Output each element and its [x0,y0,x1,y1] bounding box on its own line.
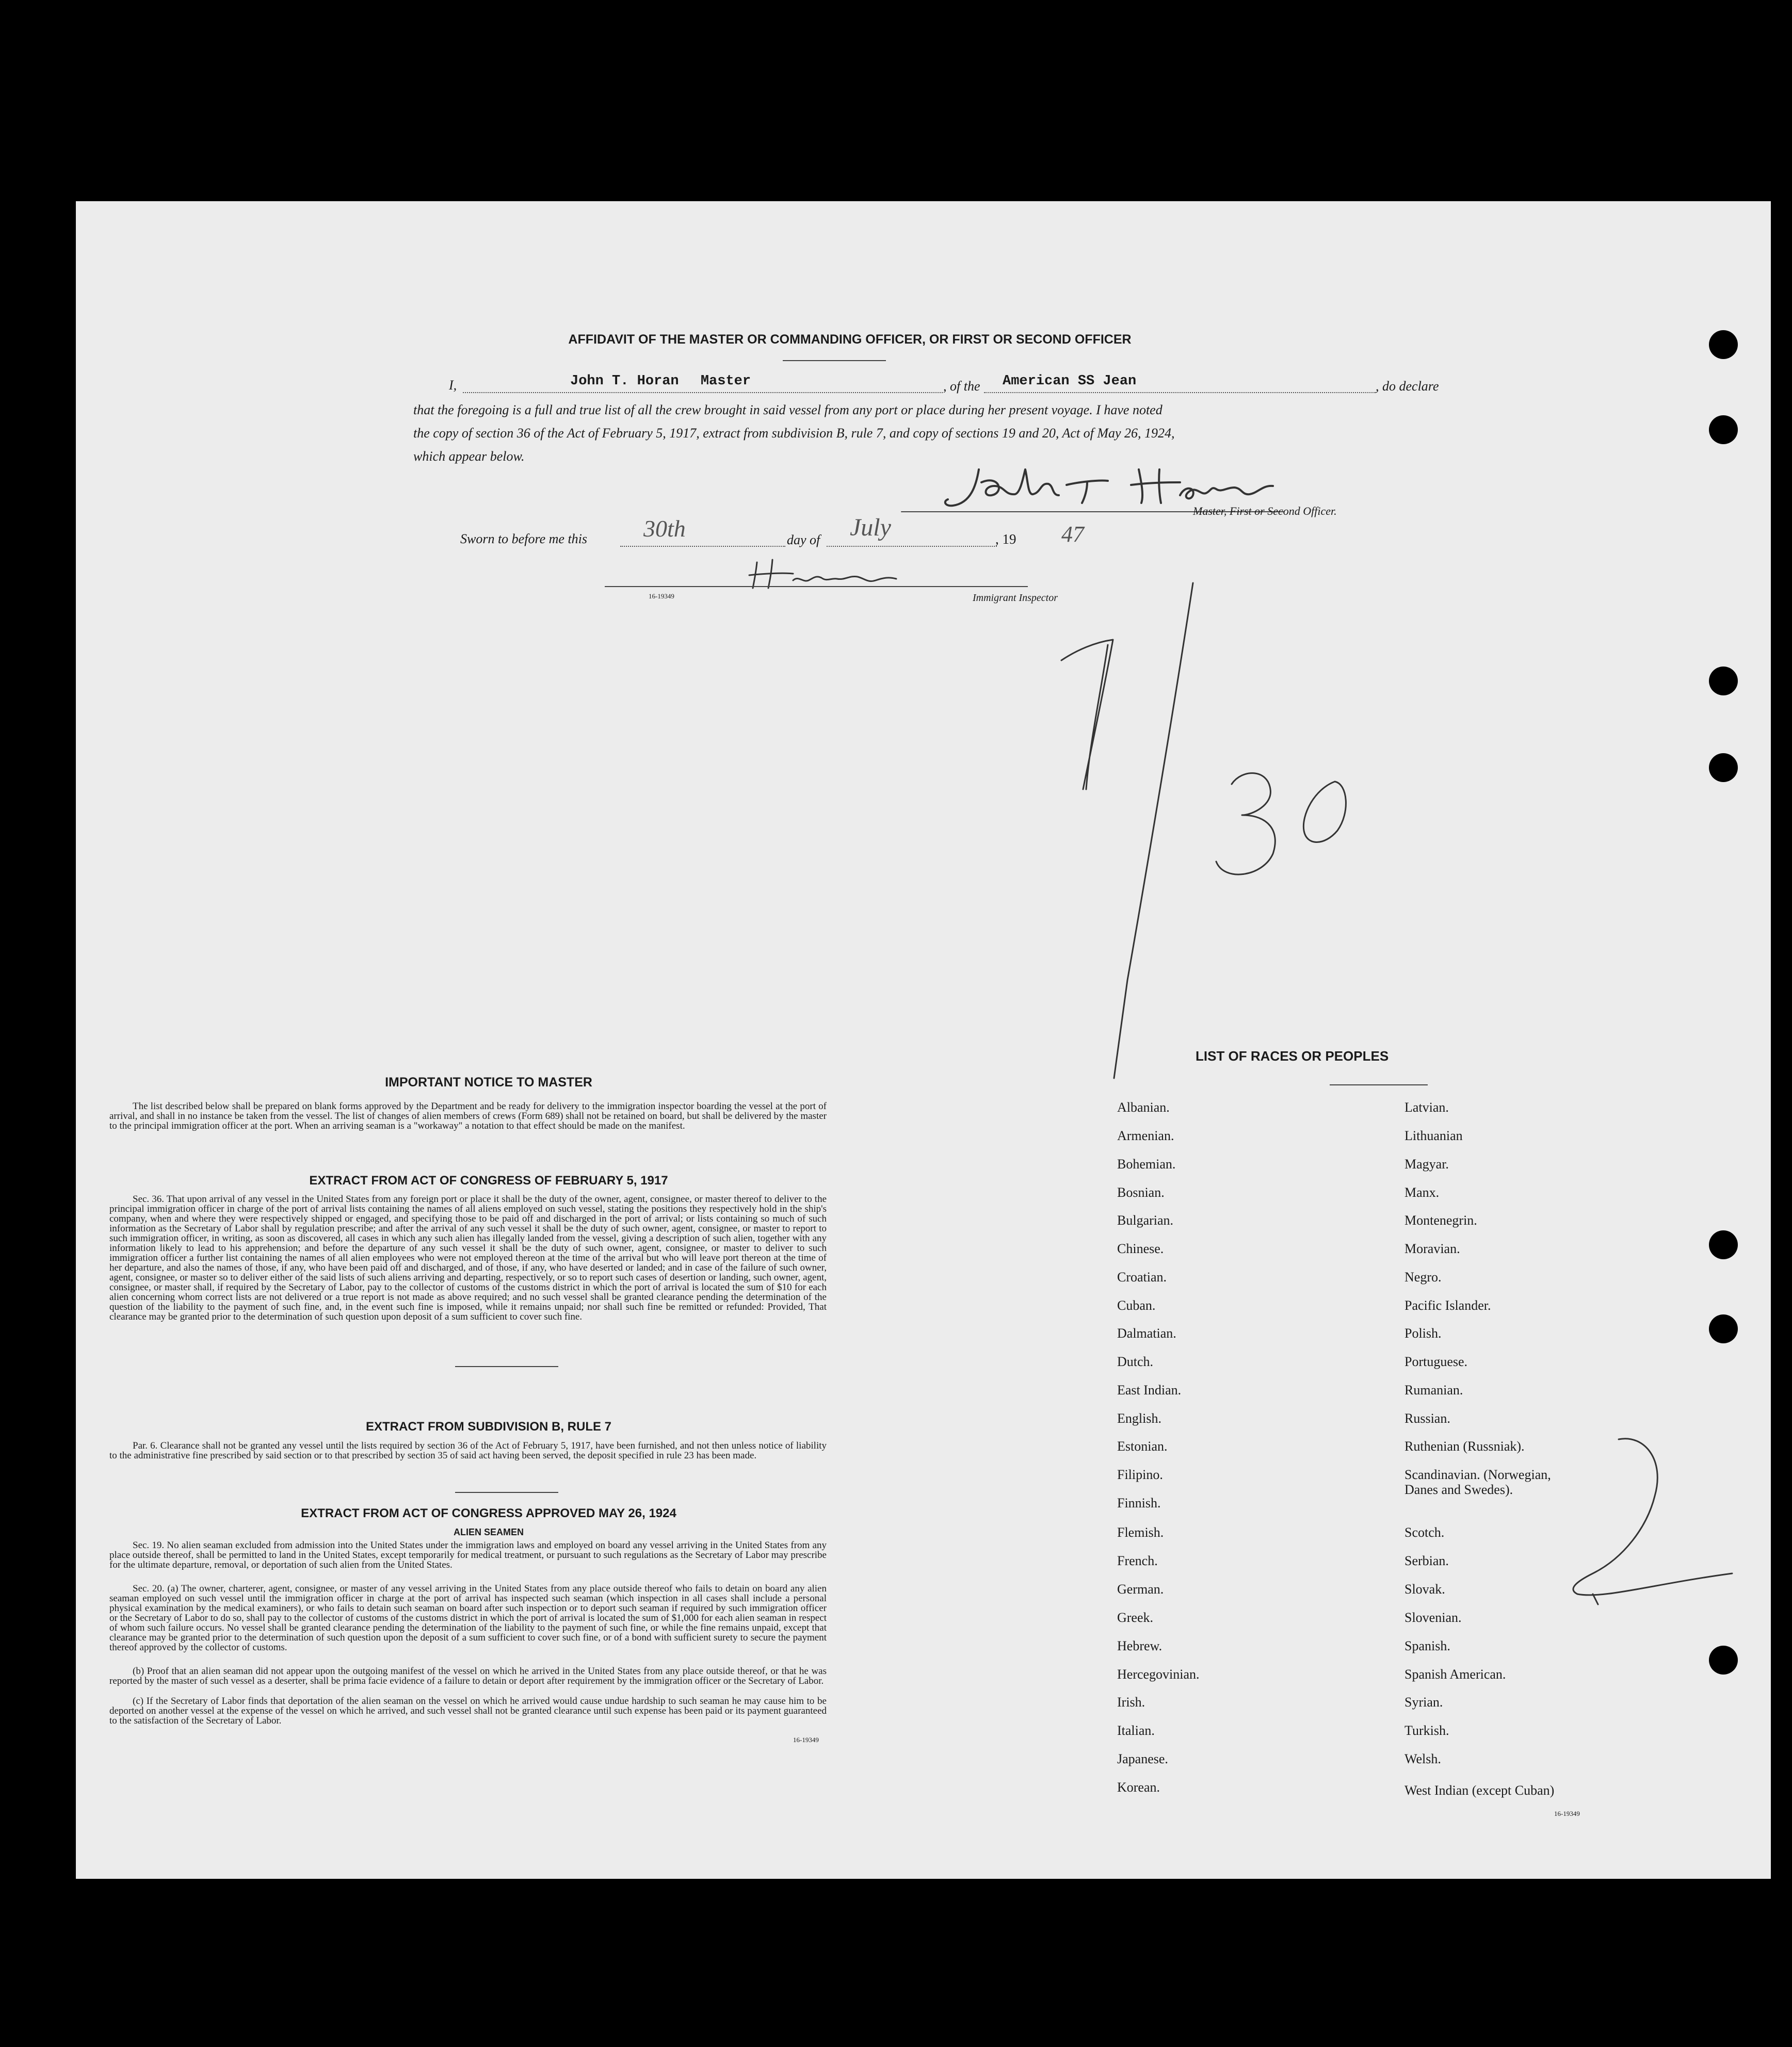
race-item: Dalmatian. [1117,1326,1176,1341]
declaration-line-3: which appear below. [413,449,525,464]
extract-rule7-text: Par. 6. Clearance shall not be granted any vessel until the lists required by section 36 of the Act of February 5, 1917, have been furnished, and not then unless notice of liability to the administrative fine prescribed by said section or to that prescribed by section 35 of said act having been served, the deposit specified in rule 23 has been made. [109,1440,827,1461]
race-item: Bulgarian. [1117,1213,1174,1228]
race-item: Armenian. [1117,1128,1174,1143]
races-heading: LIST OF RACES OR PEOPLES [1196,1048,1389,1064]
affidavit-title: AFFIDAVIT OF THE MASTER OR COMMANDING OFFICER, OR FIRST OR SECOND OFFICER [568,332,1132,347]
extract-1917-text: Sec. 36. That upon arrival of any vessel in the United States from any foreign port or place it shall be the duty of the owner, agent, consignee, or master thereof to deliver to the principal immigration officer in charge of the port of arrival lists containing the names of all aliens employed on such vessel, stating the positions they respectively hold in the ship's company, when and where they were respectively shipped or engaged, and specifying those to be paid off and discharged in the port of arrival; or lists containing so much of such information as the Secretary of Labor shall by regulation prescribe; and after the arrival of any such vessel it shall be the duty of such owner, agent, consignee, or master to report to such immigration officer, in writing, as soon as discovered, all cases in which any such alien has illegally landed from the vessel, giving a description of such alien, together with any information likely to lead to his apprehension; and before the departure of any such vessel it shall be the duty of such owner, agent, consignee, or master to deliver to such immigration officer a further list containing the names of all alien employees who were not employed thereon at the time of the arrival but who will leave port thereon at the time of her departure, and also the names of those, if any, who have been paid off and discharged, and of those, if any, who have deserted or landed; and in case of the failure of such owner, agent, consignee, or master so to deliver either of the said lists of such aliens arriving and departing, respectively, or so to report such cases of desertion or landing, such owner, agent, consignee, or master shall, if required by the Secretary of Labor, pay to the collector of customs of the customs district in which the port of arrival is located the sum of $10 for each alien concerning whom correct lists are not delivered or a true report is not made as above required; and no such vessel shall be granted clearance pending the determination of the question of the liability to the payment of such fine, and, in the event such fine is imposed, while it remains unpaid; nor shall such fine be remitted or refunded: Provided, That clearance may be granted prior to the determination of such question upon deposit of a sum sufficient to cover such fine. [109,1194,827,1322]
sworn-month: July [850,514,891,541]
name-line [463,392,943,393]
race-item: Estonian. [1117,1439,1168,1454]
master-name-value: John T. Horan [570,373,679,389]
race-item: Cuban. [1117,1298,1156,1313]
race-item: Moravian. [1404,1241,1460,1256]
race-item: Italian. [1117,1723,1155,1738]
punch-hole [1709,1646,1738,1675]
race-item: Japanese. [1117,1751,1168,1766]
handwritten-7-30-mark [1046,573,1484,1181]
affidavit-form-number: 16-19349 [649,592,674,600]
punch-hole [1709,330,1738,359]
race-item: Pacific Islander. [1404,1298,1491,1313]
race-item: Albanian. [1117,1100,1170,1115]
punch-hole [1709,667,1738,695]
alien-seamen-subheading: ALIEN SEAMEN [453,1527,524,1537]
declaration-line-1: that the foregoing is a full and true list of all the crew brought in said vessel from any port or place during her present voyage. I have noted [413,402,1163,417]
race-item: Scandinavian. (Norwegian, [1404,1467,1551,1482]
race-item: West Indian (except Cuban) [1404,1783,1555,1798]
vessel-line [984,392,1376,393]
race-item: French. [1117,1553,1158,1568]
extract-1917-heading: EXTRACT FROM ACT OF CONGRESS OF FEBRUARY 5, 1917 [309,1174,668,1188]
race-item: English. [1117,1411,1161,1426]
race-item: Russian. [1404,1411,1450,1426]
race-item: Hercegovinian. [1117,1667,1200,1682]
master-signature-caption: Master, First or Second Officer. [1193,505,1337,517]
race-item: Finnish. [1117,1496,1161,1510]
master-rank-value: Master [700,373,751,389]
title-rule [783,360,886,361]
race-item: Scotch. [1404,1525,1445,1540]
do-declare-label: , do declare [1376,379,1439,394]
race-item: Slovak. [1404,1582,1445,1597]
race-item: Lithuanian [1404,1128,1463,1143]
races-heading-rule [1330,1084,1428,1085]
punch-hole [1709,1314,1738,1343]
i-label: I, [449,378,457,393]
inspector-caption: Immigrant Inspector [973,592,1058,604]
race-item: Ruthenian (Russniak). [1404,1439,1525,1454]
punch-hole [1709,415,1738,444]
extract-1924-sec19: Sec. 19. No alien seaman excluded from admission into the United States under the immigration laws and employed on board any vessel arriving in the United States from any place outside thereof, shall be permitted to land in the United States, except temporarily for medical treatment, or pursuant to such regulations as the Secretary of Labor may prescribe for the ultimate departure, removal, or deportation of such alien from the United States. [109,1540,827,1570]
notice-text: The list described below shall be prepared on blank forms approved by the Department and be ready for delivery to the immigration inspector boarding the vessel at the port of arrival, and shall in no instance be taken from the vessel. The list of changes of alien members of crews (Form 689) shall not be retained on board, but shall be delivered by the master to the principal immigration officer at the port. When an arriving seaman is a "workaway" a notation to that effect should be made on the manifest. [109,1101,827,1131]
race-item: Bohemian. [1117,1157,1176,1172]
race-item: Negro. [1404,1270,1442,1285]
inspector-line [605,586,1028,587]
punch-hole [1709,1230,1738,1259]
race-item: Hebrew. [1117,1638,1163,1653]
races-form-number: 16-19349 [1554,1810,1580,1817]
sworn-day: 30th [643,515,686,542]
race-item: Irish. [1117,1695,1145,1710]
punch-hole [1709,753,1738,782]
extract-1924-sec20b: (b) Proof that an alien seaman did not appear upon the outgoing manifest of the vessel on which he arrived in the United States from any place outside thereof, or that he was reported by the master of such vessel as a deserter, shall be prima facie evidence of a failure to detain or deport after requirement by the immigration officer or the Secretary of Labor. [109,1666,827,1686]
race-item: Syrian. [1404,1695,1443,1710]
year-prefix: , 19 [995,531,1016,547]
extract-rule7-heading: EXTRACT FROM SUBDIVISION B, RULE 7 [365,1420,612,1434]
sworn-month-line [827,546,997,547]
race-item: Magyar. [1404,1157,1449,1172]
race-item: Bosnian. [1117,1185,1165,1200]
race-item: Dutch. [1117,1354,1154,1369]
rule-divider-1 [455,1366,558,1367]
inspector-signature [741,552,999,593]
vessel-value: American SS Jean [1003,373,1137,389]
extract-1924-sec20c: (c) If the Secretary of Labor finds that deportation of the alien seaman on the vessel on which he arrived would cause undue hardship to such seaman he may cause him to be deported on another vessel at the expense of the vessel on which he arrived, and such vessel shall not be granted clearance until such expense has been paid or its payment guaranteed to the satisfaction of the Secretary of Labor. [109,1696,827,1726]
year-suffix: 47 [1061,522,1084,547]
extract-1924-sec20a: Sec. 20. (a) The owner, charterer, agent, consignee, or master of any vessel arriving in the United States from any place outside thereof who fails to detain on board any alien seaman employed on such vessel until the immigration officer in charge at the port of arrival has inspected such seaman (which inspection in all cases shall include a personal physical examination by the medical examiners), or who fails to detain such seaman on board after such inspection or to deport such seaman if required by such immigration officer or the Secretary of Labor to do so, shall pay to the collector of customs of the customs district in which the port of arrival is located the sum of $1,000 for each alien seaman in respect of whom such failure occurs. No vessel shall be granted clearance pending the determination of the liability to the payment of such fine, or while the fine remains unpaid, except that clearance may be granted prior to the determination of such question upon the deposit of a sum sufficient to cover such fine, or of a bond with sufficient surety to secure the payment thereof approved by the collector of customs. [109,1583,827,1653]
race-item: Serbian. [1404,1553,1449,1568]
race-item: Slovenian. [1404,1610,1462,1625]
race-item: Portuguese. [1404,1354,1468,1369]
race-item: Spanish American. [1404,1667,1506,1682]
master-name [570,373,751,389]
race-item: Spanish. [1404,1638,1450,1653]
notice-heading: IMPORTANT NOTICE TO MASTER [385,1075,592,1090]
race-item: Danes and Swedes). [1404,1482,1513,1497]
race-item: Flemish. [1117,1525,1164,1540]
sworn-label: Sworn to before me this [460,531,588,546]
race-item: Montenegrin. [1404,1213,1477,1228]
rule-divider-2 [455,1492,558,1493]
sworn-day-line [620,546,785,547]
race-item: East Indian. [1117,1383,1182,1398]
race-item: Croatian. [1117,1270,1167,1285]
handwritten-2-mark [1500,1429,1748,1615]
of-the-label: , of the [943,379,980,394]
race-item: Filipino. [1117,1467,1163,1482]
race-item: Latvian. [1404,1100,1449,1115]
day-of-label: day of [787,532,820,547]
race-item: Chinese. [1117,1241,1164,1256]
race-item: Turkish. [1404,1723,1449,1738]
extract-form-number: 16-19349 [793,1736,819,1744]
race-item: Korean. [1117,1780,1160,1795]
extract-1924-heading: EXTRACT FROM ACT OF CONGRESS APPROVED MAY 26, 1924 [301,1506,676,1520]
race-item: Polish. [1404,1326,1442,1341]
race-item: Welsh. [1404,1751,1441,1766]
race-item: Manx. [1404,1185,1440,1200]
race-item: Greek. [1117,1610,1154,1625]
race-item: Rumanian. [1404,1383,1463,1398]
declaration-line-2: the copy of section 36 of the Act of February 5, 1917, extract from subdivision B, rule 7, and copy of sections 19 and 20, Act of May 26, 1924, [413,426,1175,441]
document-page [76,201,1771,1879]
race-item: German. [1117,1582,1164,1597]
